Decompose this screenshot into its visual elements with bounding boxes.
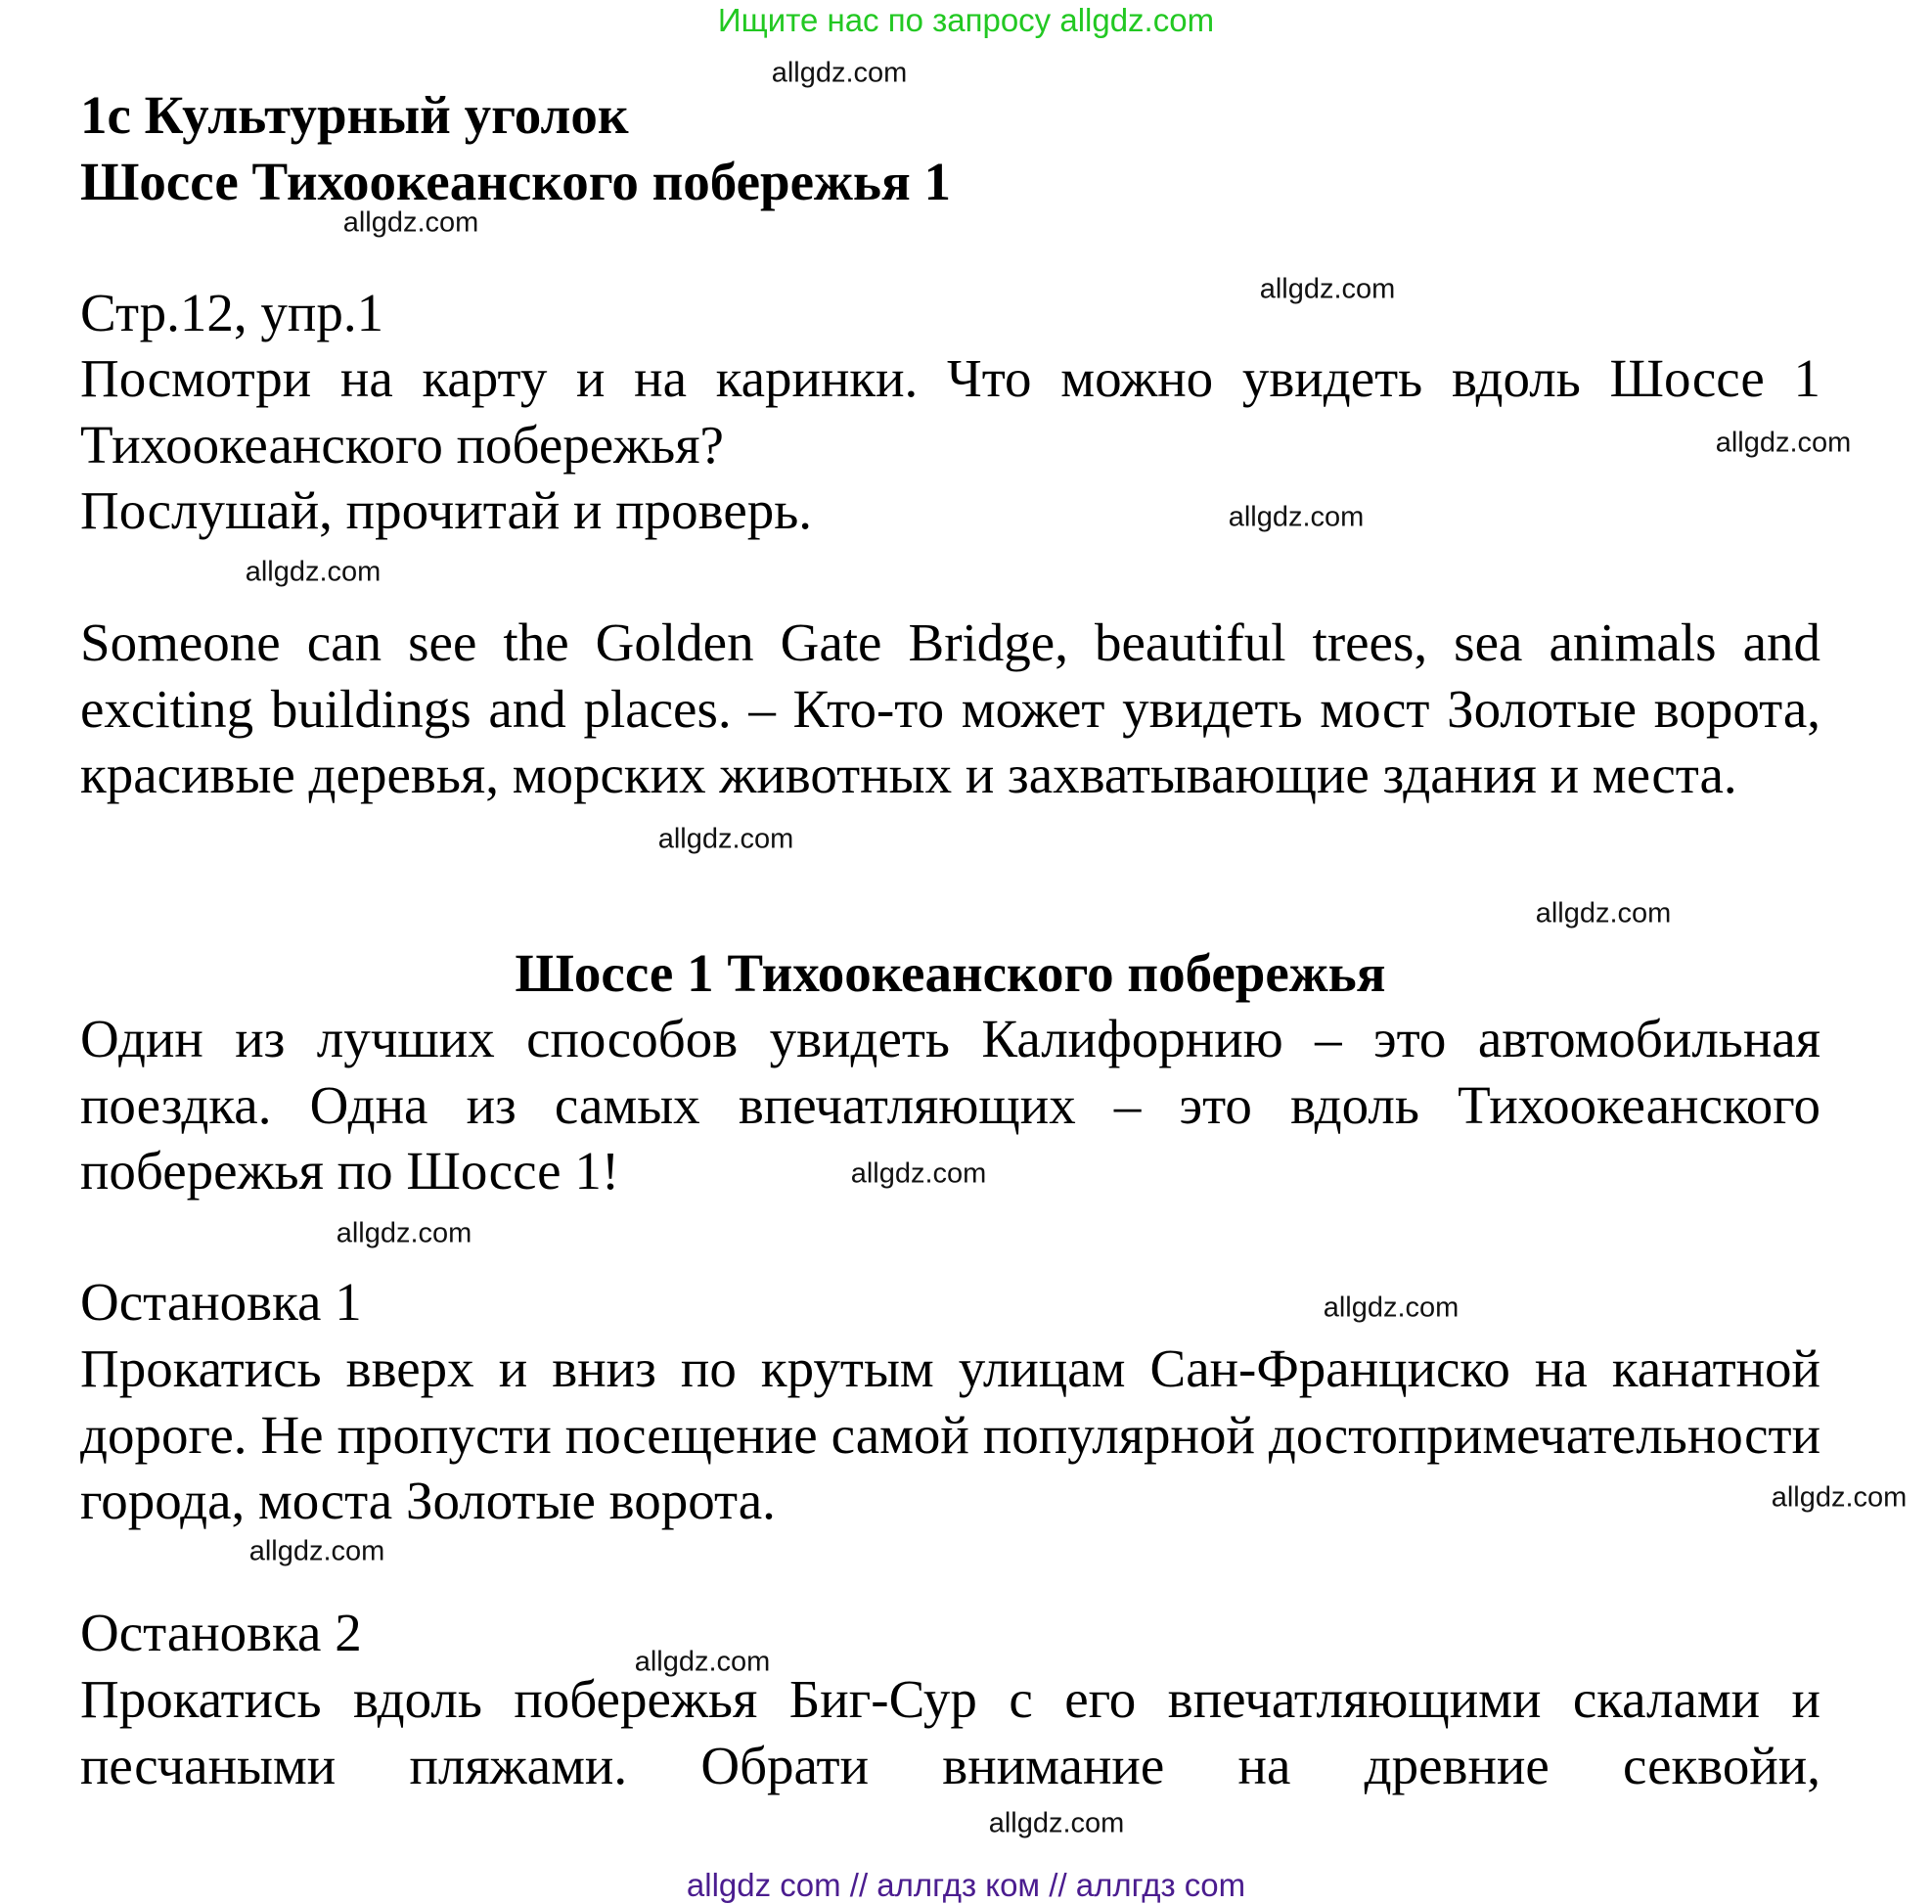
watermark: allgdz.com (1535, 897, 1672, 929)
stop1-text: Прокатись вверх и вниз по крутым улицам Сан-Франциско на канатной дороге. Не пропусти посещение самой популярной достопримечательности города, моста Золотые ворота. (80, 1338, 1820, 1530)
instruction-text: Послушай, прочитай и проверь. (80, 480, 813, 540)
watermark: allgdz.com (248, 1535, 385, 1567)
watermark: allgdz.com (1771, 1481, 1908, 1514)
watermark: allgdz.com (1259, 273, 1396, 305)
watermark: allgdz.com (245, 556, 382, 588)
stop1-title: Остановка 1 (80, 1272, 362, 1332)
answer-text: Someone can see the Golden Gate Bridge, beautiful trees, sea animals and exciting buildings and places. – Кто-то может увидеть мост Золотые ворота, красивые деревья, морских животных и захватывающие здания и места. (80, 612, 1820, 804)
watermark: allgdz.com (342, 206, 479, 239)
watermark: allgdz.com (657, 823, 794, 855)
page-subtitle: Шоссе Тихоокеанского побережья 1 (80, 152, 951, 211)
page-title: 1c Культурный уголок (80, 85, 629, 145)
footer-watermark: allgdz com // аллгдз ком // аллгдз com (686, 1867, 1246, 1903)
watermark: allgdz.com (771, 57, 908, 89)
intro-text: Один из лучших способов увидеть Калифорнию – это автомобильная поездка. Одна из самых впечатляющих – это вдоль Тихоокеанского побережья по Шоссе 1! (80, 1009, 1820, 1201)
text-heading: Шоссе 1 Тихоокеанского побережья (515, 943, 1386, 1003)
watermark: allgdz.com (634, 1646, 771, 1678)
stop2-title: Остановка 2 (80, 1603, 362, 1662)
exercise-reference: Стр.12, упр.1 (80, 283, 384, 342)
watermark: allgdz.com (850, 1157, 987, 1190)
search-banner: Ищите нас по запросу allgdz.com (717, 2, 1215, 38)
task-text: Посмотри на карту и на каринки. Что можно увидеть вдоль Шоссе 1 Тихоокеанского побережья? (80, 348, 1820, 475)
watermark: allgdz.com (336, 1217, 472, 1249)
stop2-text: Прокатись вдоль побережья Биг-Сур с его впечатляющими скалами и песчаными пляжами. Обрати внимание на древние секвойи, (80, 1669, 1820, 1795)
watermark: allgdz.com (1323, 1292, 1460, 1324)
watermark: allgdz.com (1715, 427, 1852, 459)
watermark: allgdz.com (1228, 501, 1365, 533)
watermark: allgdz.com (988, 1807, 1125, 1839)
